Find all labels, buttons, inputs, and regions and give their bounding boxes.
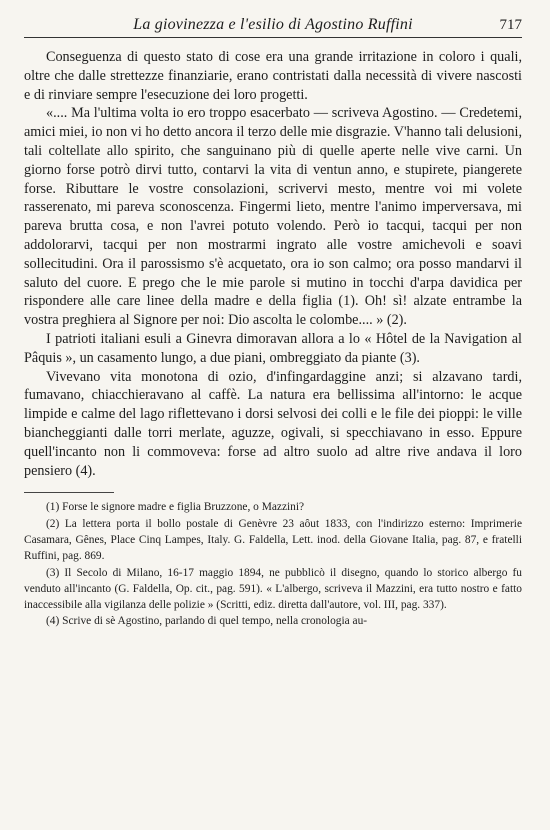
footnote: (2) La lettera porta il bollo postale di Genèvre 23 aôut 1833, con l'indirizzo esterno: Imprimerie Casamara, Gênes, Place Cinq Lampes, Italy. G. Faldella, Lett. inod. della Giovane Italia, pag. 87, e fratelli Ruffini, pag. 869. [24,517,522,563]
footnote: (4) Scrive di sè Agostino, parlando di quel tempo, nella cronologia au- [46,615,368,628]
footnotes [24,499,522,629]
main-text [24,48,522,480]
paragraph: Conseguenza di questo stato di cose era una grande irritazione in coloro i quali, oltre che dalle strettezze finanziarie, erano contristati dalla necessità di vivere nascosti e di rinviare sempre l'esecuzione dei loro progetti. [24,49,522,103]
running-header [24,16,522,38]
paragraph: «.... Ma l'ultima volta io ero troppo esacerbato — scriveva Agostino. — Credetemi, amici miei, io non vi ho detto ancora il terzo delle mie disgrazie. V'hanno tali delusioni, tali coltellate allo spirito, che sanguinano più di quelle aperte nelle vive carni. Un giorno forse potrò dirvi tutto, contarvi la vita di ventun anno, e stupirete, piangerete forse. Ributtare le vostre consolazioni, scrivervi mesto, mentre voi mi volete rasserenato, mi pareva sconoscenza. Fingermi lieto, mentre l'animo imperversava, mi pareva brutta cosa, e non l'avrei potuto volendo. Però io tacqui, tacqui per non addolorarvi, tacqui per non mostrarmi ingrato alle vostre amichevoli e soavi sollecitudini. Ora il parossismo s'è acquetato, ora io son calmo; ora posso mandarvi il saluto del cuore. E prego che le mie parole si mutino in tocchi d'arpa davidica per rispondere alle care linee della madre e della figlia (1). Oh! sì! alzate entrambe la vostra preghiera al Signore per noi: Dio ascolta le colombe.... » (2). [24,105,522,329]
footnote: (1) Forse le signore madre e figlia Bruzzone, o Mazzini? [46,501,305,514]
running-title: La giovinezza e l'esilio di Agostino Ruffini [133,16,413,33]
paragraph: Vivevano vita monotona di ozio, d'infingardaggine anzi; si alzavano tardi, fumavano, chiacchieravano al caffè. La natura era bellissima all'intorno: le acque limpide e calme del lago riflettevano i dorsi selvosi dei colli e le file dei pioppi: le ville biancheggianti dalle torri merlate, aguzze, ogivali, si specchiavano in esso. Eppure quell'incanto non li commoveva: forse ad altro suolo ad altre rive andava il loro pensiero (4). [24,368,522,479]
page-number: 717 [499,17,522,33]
footnote: (3) Il Secolo di Milano, 16-17 maggio 1894, ne pubblicò il disegno, quando lo storico albergo fu venduto all'incanto (G. Faldella, Op. cit., pag. 591). « L'albergo, scriveva il Mazzini, era tutto nostro e fatto inaccessibile alla vigilanza delle polizie » (Scritti, ediz. diretta dall'autore, vol. III, pag. 337). [24,566,522,612]
footnote-divider [24,492,114,493]
paragraph: I patrioti italiani esuli a Ginevra dimoravan allora a lo « Hôtel de la Navigation al Pâquis », un casamento lungo, a due piani, ombreggiato da piante (3). [24,330,522,366]
